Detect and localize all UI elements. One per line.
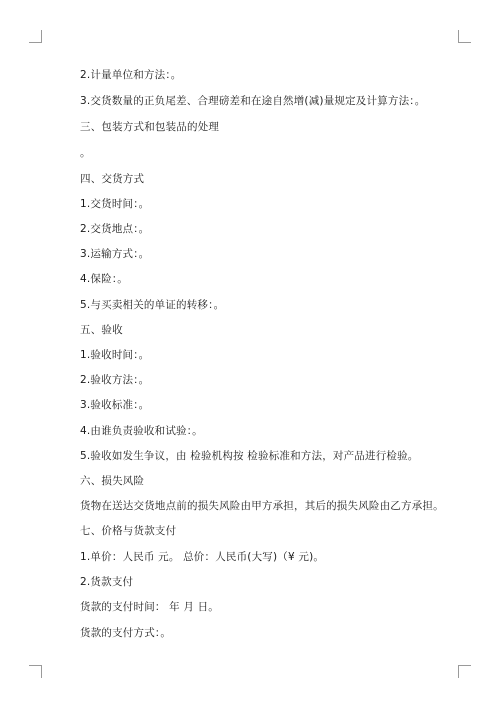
clause-delivery-time: 1.交货时间：。 <box>80 198 150 210</box>
clause-payment-method: 货款的支付方式：。 <box>80 627 172 639</box>
clause-measurement-unit: 2.计量单位和方法：。 <box>80 69 182 81</box>
clause-acceptance-dispute: 5.验收如发生争议，由 检验机构按 检验标准和方法，对产品进行检验。 <box>80 450 419 462</box>
section-heading-price-payment: 七、价格与货款支付 <box>80 525 177 537</box>
clause-acceptance-method: 2.验收方法：。 <box>80 374 150 386</box>
crop-mark-bottom-left <box>29 665 42 678</box>
crop-mark-top-right <box>458 30 471 43</box>
clause-payment: 2.货款支付 <box>80 576 134 588</box>
section-heading-delivery: 四、交货方式 <box>80 173 145 185</box>
clause-insurance: 4.保险：。 <box>80 273 128 285</box>
clause-delivery-place: 2.交货地点：。 <box>80 223 150 235</box>
crop-mark-bottom-right <box>458 665 471 678</box>
clause-loss-risk: 货物在送达交货地点前的损失风险由甲方承担，其后的损失风险由乙方承担。 <box>80 500 444 512</box>
clause-payment-time: 货款的支付时间： 年 月 日。 <box>80 601 220 613</box>
section-heading-packaging: 三、包装方式和包装品的处理 <box>80 121 220 133</box>
clause-unit-price: 1.单价：人民币 元。 总价：人民币(大写)（¥ 元)。 <box>80 551 325 563</box>
section-heading-loss-risk: 六、损失风险 <box>80 475 145 487</box>
clause-acceptance-standard: 3.验收标准：。 <box>80 399 150 411</box>
clause-acceptance-responsibility: 4.由谁负责验收和试验：。 <box>80 425 203 437</box>
clause-acceptance-time: 1.验收时间：。 <box>80 349 150 361</box>
clause-transport-mode: 3.运输方式：。 <box>80 248 150 260</box>
clause-quantity-tolerance: 3.交货数量的正负尾差、合理磅差和在途自然增(减)量规定及计算方法：。 <box>80 95 426 107</box>
crop-mark-top-left <box>29 30 42 43</box>
section-heading-acceptance: 五、验收 <box>80 324 123 336</box>
clause-document-transfer: 5.与买卖相关的单证的转移：。 <box>80 299 225 311</box>
packaging-detail: 。 <box>80 147 91 159</box>
